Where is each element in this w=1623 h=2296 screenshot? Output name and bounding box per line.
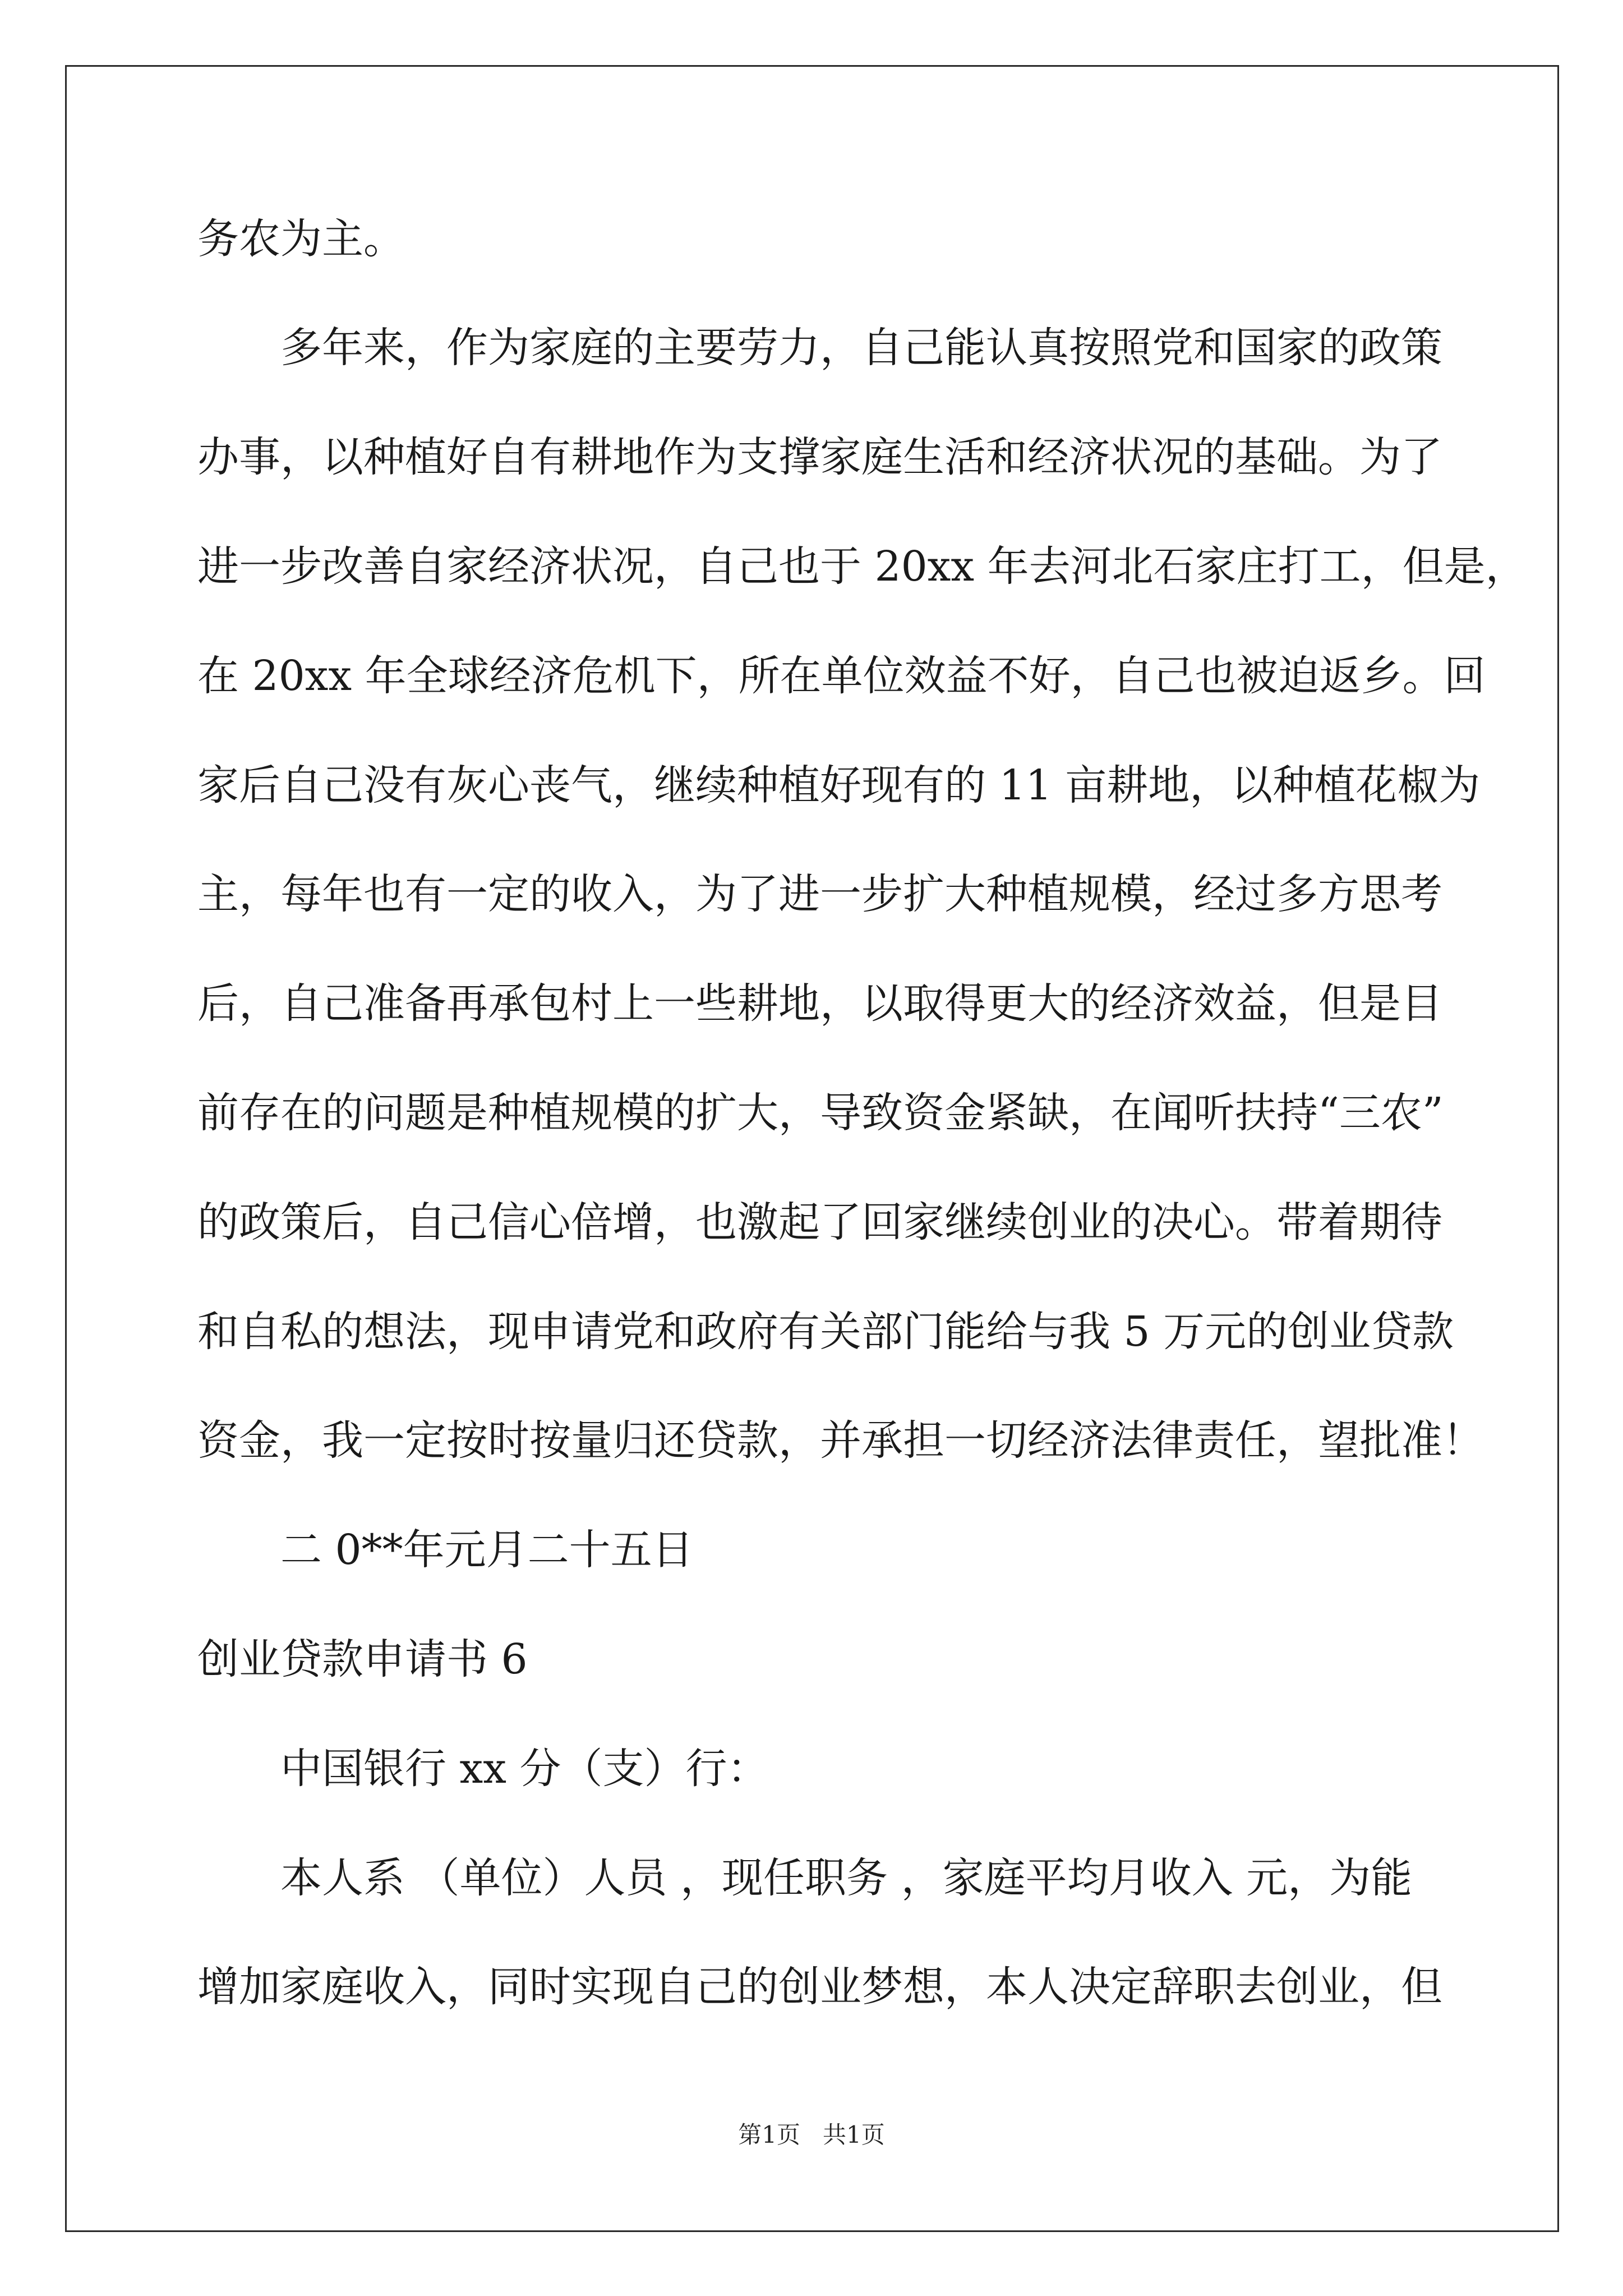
page-border <box>65 65 1559 2232</box>
date-line: 二 0**年元月二十五日 <box>280 1526 694 1574</box>
paragraph-line: 进一步改善自家经济状况，自己也于 20xx 年去河北石家庄打工，但是， <box>197 542 1527 591</box>
section-heading: 创业贷款申请书 6 <box>197 1635 528 1683</box>
paragraph-line: 的政策后，自己信心倍增，也激起了回家继续创业的决心。带着期待 <box>197 1198 1442 1246</box>
paragraph-line: 和自私的想法，现申请党和政府有关部门能给与我 5 万元的创业贷款 <box>197 1308 1454 1356</box>
paragraph-line: 办事，以种植好自有耕地作为支撑家庭生活和经济状况的基础。为了 <box>197 433 1442 481</box>
paragraph-line: 前存在的问题是种植规模的扩大，导致资金紧缺，在闻听扶持“三农” <box>197 1089 1444 1137</box>
paragraph-line: 增加家庭收入，同时实现自己的创业梦想，本人决定辞职去创业，但 <box>197 1963 1442 2011</box>
page-footer: 第1页 共1页 <box>738 2121 885 2148</box>
paragraph-line: 后，自己准备再承包村上一些耕地，以取得更大的经济效益，但是目 <box>197 979 1442 1028</box>
paragraph-line: 资金，我一定按时按量归还贷款，并承担一切经济法律责任，望批准！ <box>197 1416 1484 1465</box>
paragraph-line: 多年来，作为家庭的主要劳力，自己能认真按照党和国家的政策 <box>280 324 1442 372</box>
paragraph-line: 在 20xx 年全球经济危机下，所在单位效益不好，自己也被迫返乡。回 <box>197 652 1486 700</box>
salutation-line: 中国银行 xx 分（支）行： <box>280 1745 769 1793</box>
paragraph-line: 主，每年也有一定的收入，为了进一步扩大种植规模，经过多方思考 <box>197 870 1442 918</box>
paragraph-line: 本人系 （单位）人员 ，现任职务 ，家庭平均月收入 元，为能 <box>280 1854 1413 1902</box>
paragraph-line: 家后自己没有灰心丧气，继续种植好现有的 11 亩耕地，以种植花椒为 <box>197 761 1481 809</box>
paragraph-line: 务农为主。 <box>197 215 405 263</box>
